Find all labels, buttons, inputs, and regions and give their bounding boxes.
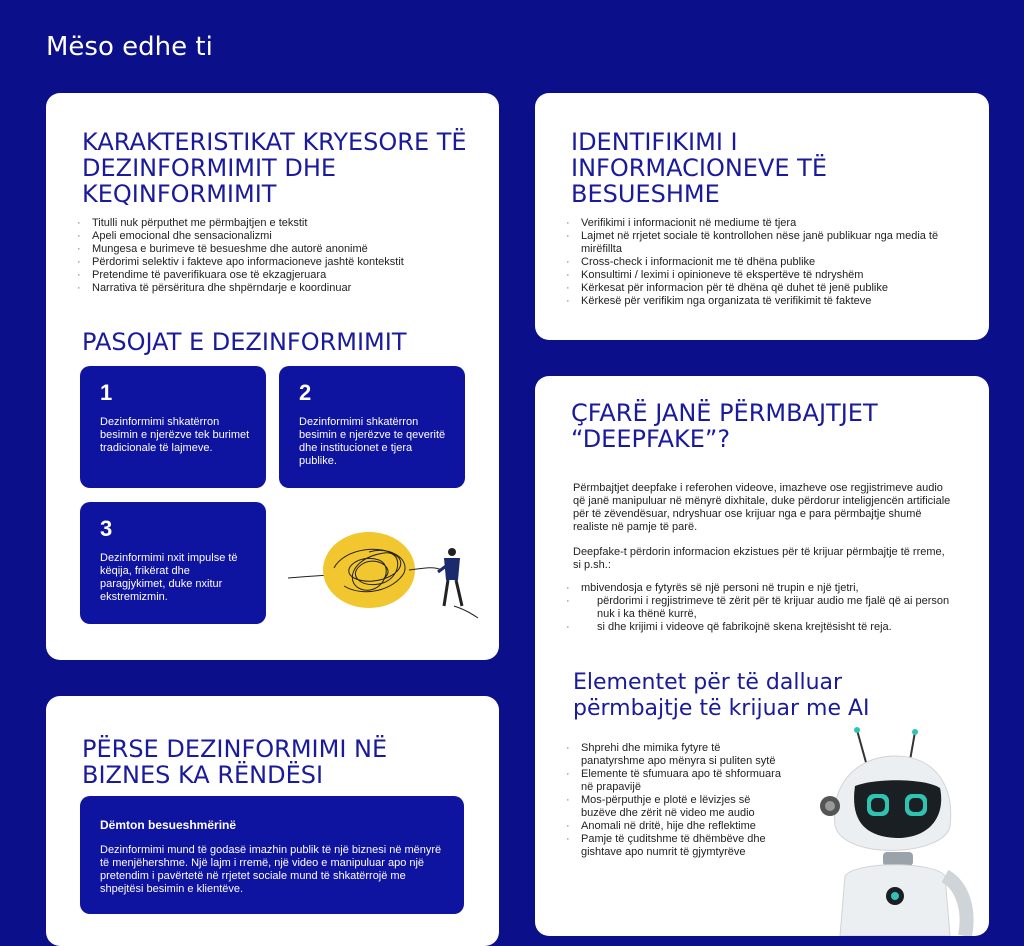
page-title: Mëso edhe ti <box>46 32 213 62</box>
tile-number: 1 <box>100 380 113 405</box>
list-item: · Shprehi dhe mimika fytyre të panatyrshme apo mënyra si puliten sytë <box>563 742 783 768</box>
characteristics-heading: KARAKTERISTIKAT KRYESORE TË DEZINFORMIMIT DHE KEQINFORMIMIT <box>82 128 467 208</box>
deepfake-card <box>535 376 989 936</box>
deepfake-paragraph-2: Deepfake-t përdorin informacion ekzistues për të krijuar përmbajtje të rreme, si p.sh.: <box>573 546 945 571</box>
list-item: · Kërkesë për verifikim nga organizata të verifikimit të fakteve <box>563 295 943 308</box>
deepfake-examples <box>563 582 963 634</box>
list-item: · Narrativa të përsëritura dhe shpërndarje e koordinuar <box>74 282 474 295</box>
characteristics-card <box>46 93 499 660</box>
consequences-heading: PASOJAT E DEZINFORMIMIT <box>82 328 407 356</box>
identification-card <box>535 93 989 340</box>
robot-illustration <box>805 726 975 936</box>
list-item: · Kërkesat për informacion për të dhëna që duhet të jenë publike <box>563 282 943 295</box>
consequence-tile-1 <box>80 366 266 488</box>
list-item: · Pretendime të paverifikuara ose të ekzagjeruara <box>74 269 474 282</box>
tile-text: Dezinformimi nxit impulse të këqija, frikërat dhe paragjykimet, duke nxitur ekstremizmin. <box>100 552 238 603</box>
ai-elements-list <box>563 742 783 859</box>
list-item: · si dhe krijimi i videove që fabrikojnë skena krejtësisht të reja. <box>563 621 963 634</box>
list-item: · Apeli emocional dhe sensacionalizmi <box>74 230 474 243</box>
consequence-tile-3 <box>80 502 266 624</box>
tile-number: 2 <box>299 380 312 405</box>
credibility-text: Dezinformimi mund të godasë imazhin publik të një biznesi në mënyrë të menjëhershme. Një lajm i rremë, një video e manipuluar apo një pretendim i pavërtetë në rrjetet sociale mund të shkatërrojë me shpejtësi besimin e klientëve. <box>100 844 442 895</box>
list-item: · Pamje të çuditshme të dhëmbëve dhe gishtave apo numrit të gjymtyrëve <box>563 833 783 859</box>
consequence-tile-2 <box>279 366 465 488</box>
deepfake-heading: ÇFARË JANË PËRMBAJTJET “DEEPFAKE”? <box>571 399 878 453</box>
list-item: · Verifikimi i informacionit në mediume të tjera <box>563 217 943 230</box>
list-item: · Lajmet në rrjetet sociale të kontrollohen nëse janë publikuar nga media të mirëfillta <box>563 230 943 256</box>
list-item: · Përdorimi selektiv i fakteve apo informacioneve jashtë kontekstit <box>74 256 474 269</box>
list-item: · Elemente të sfumuara apo të shformuara në prapavijë <box>563 768 783 794</box>
identification-heading: IDENTIFIKIMI I INFORMACIONEVE TË BESUESHME <box>571 128 827 208</box>
ai-elements-heading: Elementet për të dalluar përmbajtje të krijuar me AI <box>573 670 870 721</box>
identification-list <box>563 217 943 308</box>
list-item: · Mungesa e burimeve të besueshme dhe autorë anonimë <box>74 243 474 256</box>
list-item: · Titulli nuk përputhet me përmbajtjen e tekstit <box>74 217 474 230</box>
business-heading: PËRSE DEZINFORMIMI NË BIZNES KA RËNDËSI <box>82 735 388 789</box>
list-item: · Konsultimi / leximi i opinioneve të ekspertëve të ndryshëm <box>563 269 943 282</box>
tile-number: 3 <box>100 516 113 541</box>
deepfake-paragraph-1: Përmbajtjet deepfake i referohen videove, imazheve ose regjistrimeve audio që janë manipuluar në mënyrë dixhitale, duke përdorur inteligjencën artificiale për të zëvendësuar, ndryshuar ose krijuar nga e para përmbajtje shumë realiste në pamje të parë. <box>573 482 951 533</box>
list-item: · Cross-check i informacionit me të dhëna publike <box>563 256 943 269</box>
list-item: · mbivendosja e fytyrës së një personi në trupin e një tjetri, <box>563 582 963 595</box>
credibility-title: Dëmton besueshmërinë <box>100 818 237 832</box>
tile-text: Dezinformimi shkatërron besimin e njerëzve te qeveritë dhe institucionet e tjera publike. <box>299 416 446 467</box>
tile-text: Dezinformimi shkatërron besimin e njerëzve tek burimet tradicionale të lajmeve. <box>100 416 250 454</box>
tangled-yarn-illustration <box>284 518 484 628</box>
business-card <box>46 696 499 946</box>
credibility-tile <box>80 796 464 914</box>
list-item: · Mos-përputhje e plotë e lëvizjes së buzëve dhe zërit në video me audio <box>563 794 783 820</box>
characteristics-list <box>74 217 474 295</box>
list-item: · përdorimi i regjistrimeve të zërit për të krijuar audio me fjalë që ai person nuk i ka thënë kurrë, <box>563 595 963 621</box>
list-item: · Anomali në dritë, hije dhe reflektime <box>563 820 783 833</box>
